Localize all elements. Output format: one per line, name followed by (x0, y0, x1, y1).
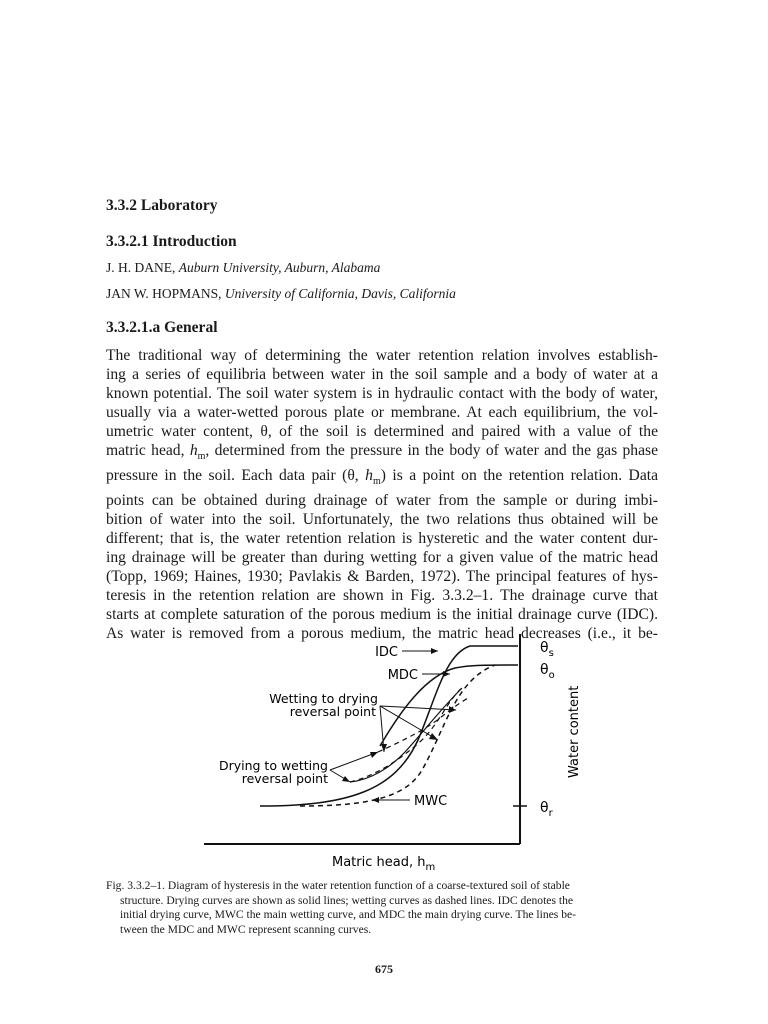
idc-arrowhead (431, 648, 438, 654)
mwc-curve (300, 665, 495, 806)
body-line: ing drainage will be greater than during wetting for a given value of the matric head (106, 549, 658, 567)
mwc-label: MWC (414, 794, 448, 809)
y-axis-label: Water content (567, 685, 582, 778)
wd-arrowhead-2 (429, 733, 438, 740)
dw-arrowhead-2 (342, 776, 350, 782)
body-line: pressure in the soil. Each data pair (θ, $h_m$) is a point on the retention relation. Data (106, 467, 658, 488)
caption-line: Fig. 3.3.2–1. Diagram of hysteresis in the water retention function of a coarse-textured soil of stable (106, 879, 570, 892)
general-heading: 3.3.2.1.a General (106, 319, 218, 336)
body-line: ing a series of equilibria between water in the soil sample and a body of water at a (106, 366, 658, 383)
theta-r-label: $\theta_r$ (540, 800, 553, 819)
idc-label: IDC (375, 645, 398, 660)
caption-line: tween the MDC and MWC represent scanning curves. (120, 922, 372, 936)
drying-to-wetting-label-1: Drying to wetting (218, 758, 328, 773)
body-line: (Topp, 1969; Haines, 1930; Pavlakis & Barden, 1972). The principal features of hys- (106, 568, 658, 586)
figure-caption (106, 879, 662, 937)
body-line: teresis in the retention relation are shown in Fig. 3.3.2–1. The drainage curve that (106, 587, 658, 605)
mdc-arrowhead (443, 671, 450, 677)
body-line: starts at complete saturation of the porous medium is the initial drainage curve (IDC). (106, 606, 658, 624)
scanning-curve-wetting-2 (378, 698, 468, 752)
x-axis-label: Matric head, $h_m$ (332, 855, 436, 870)
body-line: The traditional way of determining the water retention relation involves establish- (106, 347, 658, 364)
author-name: JAN W. HOPMANS, (106, 286, 222, 301)
caption-line: structure. Drying curves are shown as solid lines; wetting curves as dashed lines. IDC denotes the (120, 893, 574, 907)
wetting-to-drying-label-1: Wetting to drying (269, 691, 378, 706)
dw-arrowhead-1 (370, 752, 378, 758)
theta-o-label: $\theta_o$ (540, 662, 555, 681)
hysteresis-figure (200, 630, 620, 870)
author-affiliation: University of California, Davis, California (224, 286, 456, 301)
dw-arrow-1 (330, 752, 378, 770)
mwc-arrowhead (372, 797, 379, 803)
body-line: known potential. The soil water system is in hydraulic contact with the body of water, (106, 385, 658, 402)
intro-heading: 3.3.2.1 Introduction (106, 233, 237, 250)
body-line: umetric water content, θ, of the soil is determined and paired with a value of the (106, 423, 658, 440)
theta-s-label: $\theta_s$ (540, 640, 554, 659)
body-line: bition of water into the soil. Unfortunately, the two relations thus obtained will be (106, 511, 658, 529)
author-name: J. H. DANE, (106, 260, 176, 275)
body-line: different; that is, the water retention relation is hysteretic and the water content dur- (106, 530, 658, 548)
drying-to-wetting-label-2: reversal point (241, 771, 328, 786)
body-line: points can be obtained during drainage of water from the sample or during imbi- (106, 492, 658, 510)
author-line-2 (106, 286, 456, 302)
body-line: usually via a water-wetted porous plate or membrane. At each equilibrium, the vol- (106, 404, 658, 421)
page-number: 675 (375, 962, 393, 976)
wetting-to-drying-label-2: reversal point (289, 704, 376, 719)
caption-line: initial drying curve, MWC the main wetting curve, and MDC the main drying curve. The lines be- (120, 908, 577, 921)
body-line: matric head, $h_m$, determined from the pressure in the body of water and the gas phase (106, 442, 658, 463)
body-paragraph (106, 346, 658, 643)
section-heading: 3.3.2 Laboratory (106, 197, 218, 214)
mdc-label: MDC (387, 668, 418, 683)
body-line: As water is removed from a porous medium, the matric head decreases (i.e., it be- (106, 625, 658, 643)
author-line-1 (106, 260, 380, 276)
author-affiliation: Auburn University, Auburn, Alabama (178, 260, 381, 275)
